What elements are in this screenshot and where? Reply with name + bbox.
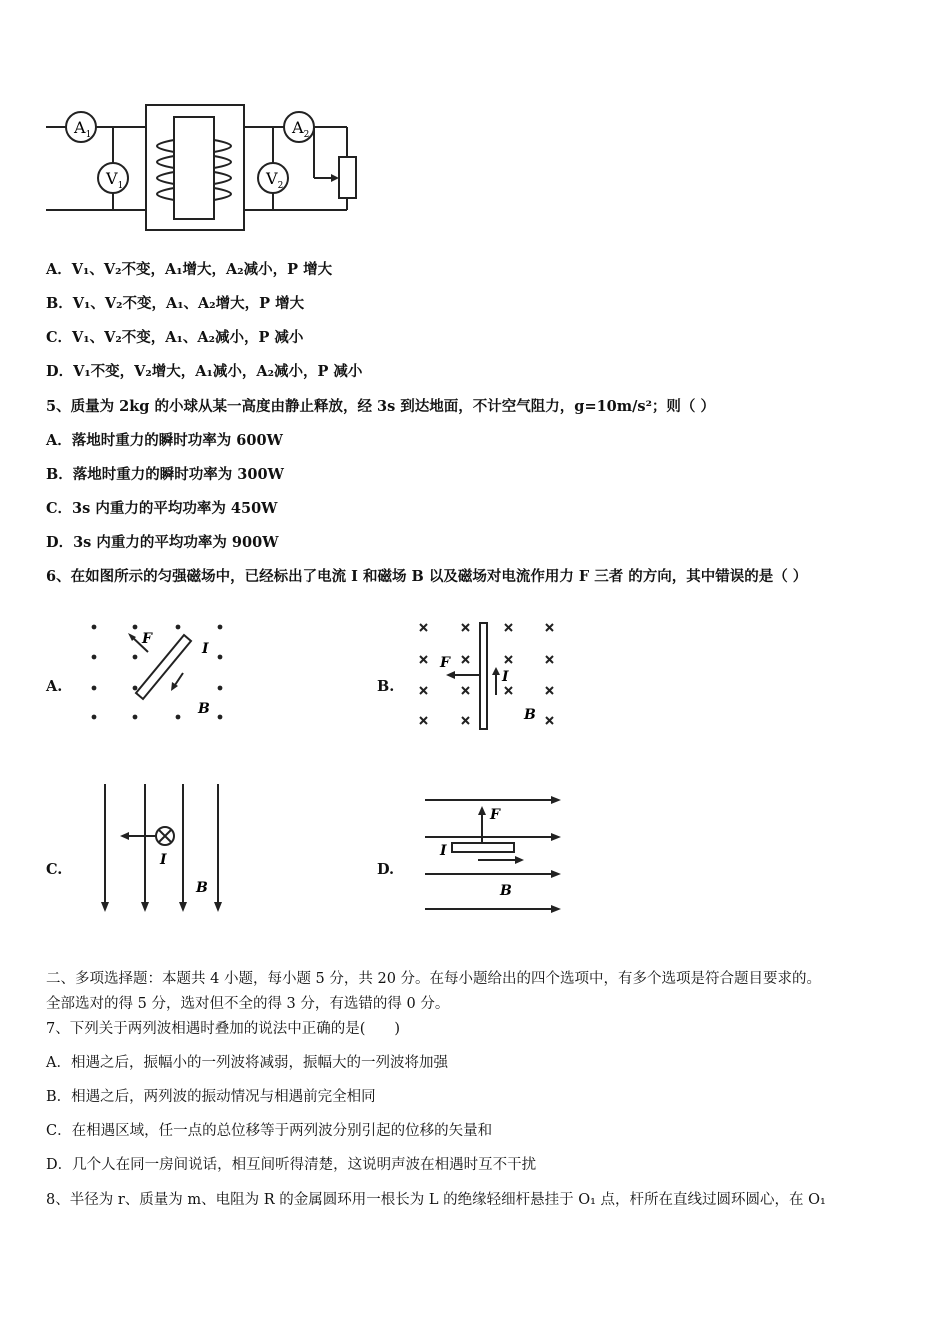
q5-option-a: A．落地时重力的瞬时功率为 600W	[46, 432, 283, 449]
q6a-label-i: I	[202, 641, 209, 657]
q6c-label-b: B	[196, 880, 208, 896]
ammeter-a1	[66, 112, 96, 142]
q6-figure-a	[80, 615, 240, 745]
q7-option-b: B．相遇之后，两列波的振动情况与相遇前完全相同	[46, 1089, 376, 1105]
q6c-label-i: I	[160, 852, 167, 868]
voltmeter-v1	[98, 163, 128, 193]
q6-label-b: B.	[377, 678, 395, 695]
q6-label-a: A.	[46, 678, 63, 695]
q6-stem: 6、在如图所示的匀强磁场中，已经标出了电流 I 和磁场 B 以及磁场对电流作用力 F 三者 的方向，其中错误的是（ ）	[46, 568, 808, 585]
q4-option-a: A．V₁、V₂不变，A₁增大，A₂减小，P 增大	[46, 261, 333, 278]
ammeter-a2	[284, 112, 314, 142]
q5-stem: 5、质量为 2kg 的小球从某一高度由静止释放，经 3s 到达地面，不计空气阻力，g=10m/s²；则（ ）	[46, 398, 715, 415]
q6a-label-f: F	[142, 631, 152, 647]
q6d-label-i: I	[440, 843, 447, 859]
q4-option-c: C．V₁、V₂不变，A₁、A₂减小，P 减小	[46, 329, 304, 346]
q6-figure-c	[90, 780, 240, 920]
svg-text:V2: $V_2$	[266, 169, 284, 191]
section2-instructions-line2: 全部选对的得 5 分，选对但不全的得 3 分，有选错的得 0 分。	[46, 996, 450, 1012]
q7-option-d: D．几个人在同一房间说话，相互间听得清楚，这说明声波在相遇时互不干扰	[46, 1157, 537, 1173]
svg-text:A1: $A_1$	[74, 118, 92, 140]
q6-label-c: C.	[46, 861, 63, 878]
q4-option-d: D．V₁不变，V₂增大，A₁减小，A₂减小，P 减小	[46, 363, 363, 380]
q6b-label-i: I	[502, 669, 509, 685]
q5-option-d: D．3s 内重力的平均功率为 900W	[46, 534, 279, 551]
q6-figure-b	[410, 615, 570, 740]
q4-option-b: B．V₁、V₂不变，A₁、A₂增大，P 增大	[46, 295, 305, 312]
q5-option-c: C．3s 内重力的平均功率为 450W	[46, 500, 278, 517]
q6-label-d: D.	[377, 861, 395, 878]
q6d-label-f: F	[490, 807, 500, 823]
q6a-label-b: B	[198, 701, 210, 717]
svg-text:V1: $V_1$	[106, 169, 124, 191]
q7-option-c: C．在相遇区域，任一点的总位移等于两列波分别引起的位移的矢量和	[46, 1123, 493, 1139]
section2-instructions-line1: 二、多项选择题：本题共 4 小题，每小题 5 分，共 20 分。在每小题给出的四个选项中，有多个选项是符合题目要求的。	[46, 971, 822, 987]
q6b-label-b: B	[524, 707, 536, 723]
q8-stem: 8、半径为 r、质量为 m、电阻为 R 的金属圆环用一根长为 L 的绝缘轻细杆悬挂于 O₁ 点，杆所在直线过圆环圆心，在 O₁	[46, 1192, 826, 1208]
q6-figure-d	[420, 785, 570, 920]
q6d-label-b: B	[500, 883, 512, 899]
svg-text:A2: $A_2$	[292, 118, 310, 140]
voltmeter-v2	[258, 163, 288, 193]
q6b-label-f: F	[440, 655, 450, 671]
q5-option-b: B．落地时重力的瞬时功率为 300W	[46, 466, 284, 483]
q7-option-a: A．相遇之后，振幅小的一列波将减弱，振幅大的一列波将加强	[46, 1055, 448, 1071]
q7-stem: 7、下列关于两列波相遇时叠加的说法中正确的是( )	[46, 1021, 401, 1037]
transformer-circuit-diagram	[0, 0, 950, 240]
